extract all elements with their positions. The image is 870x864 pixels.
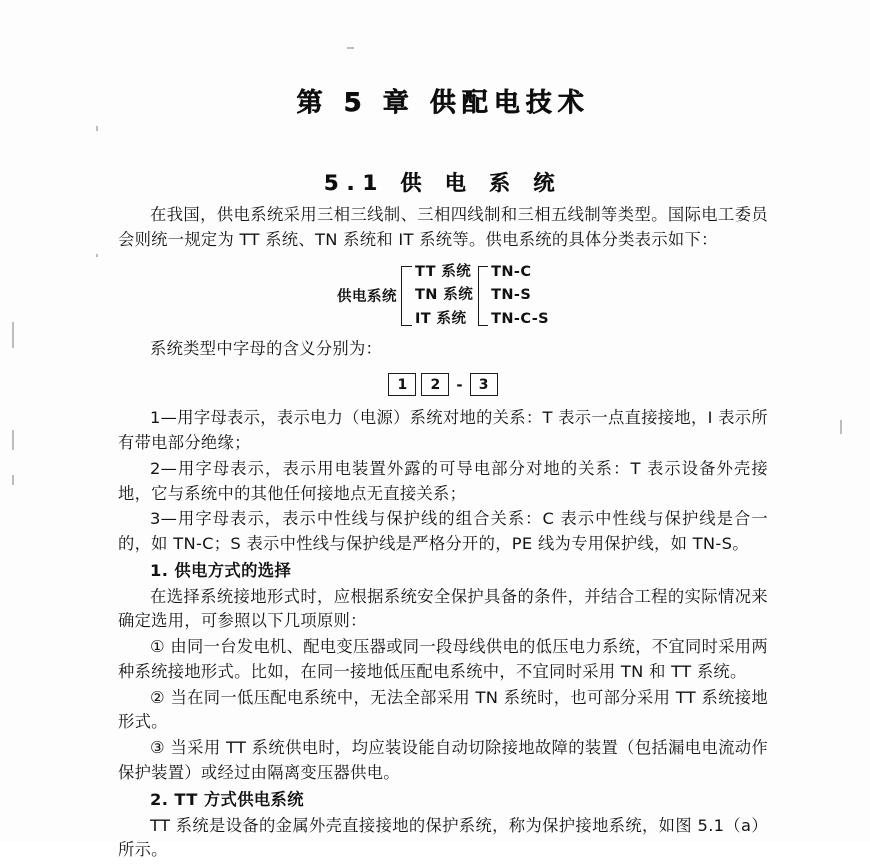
chapter-title: 第 5 章 供配电技术: [296, 88, 590, 118]
subsection-1-heading: 1. 供电方式的选择: [150, 560, 292, 580]
tree-level1-item: TT 系统: [415, 263, 472, 280]
page-content: [118, 60, 768, 864]
paragraph-sub1-intro: 在选择系统接地形式时，应根据系统安全保护具备的条件，并结合工程的实际情况来确定选用，可参照以下几项原则：: [118, 586, 768, 631]
scan-speckle: [12, 322, 14, 348]
tree-level1-column: [415, 265, 473, 327]
paragraph-sub1-item-2: ② 当在同一低压配电系统中，无法全部采用 TN 系统时，也可部分采用 TT 系统接地形式。: [118, 687, 768, 732]
tree-level2-item: TN-C: [491, 263, 532, 280]
paragraph-letter-3: 3—用字母表示，表示中性线与保护线的组合关系：C 表示中性线与保护线是合一的，如 TN-C；S 表示中性线与保护线是严格分开的，PE 线为专用保护线，如 TN-S。: [118, 509, 768, 554]
scan-speckle: [840, 420, 842, 434]
classification-tree: [118, 265, 768, 327]
code-box-second: 2: [421, 373, 449, 396]
tree-level2-item: TN-C-S: [491, 311, 549, 328]
tree-brace-left: [401, 266, 412, 326]
paragraph-sub2-intro: TT 系统是设备的金属外壳直接接地的保护系统，称为保护接地系统，如图 5.1（a）所示。: [118, 815, 768, 860]
paragraph-letter-1: 1—用字母表示，表示电力（电源）系统对地的关系：T 表示一点直接接地，I 表示所有带电部分绝缘；: [118, 408, 768, 453]
tree-level2-item: TN-S: [491, 287, 532, 304]
paragraph-sub1-item-1: ① 由同一台发电机、配电变压器或同一段母线供电的低压电力系统，不宜同时采用两种系统接地形式。比如，在同一接地低压配电系统中，不宜同时采用 TN 和 TT 系统。: [118, 637, 768, 681]
scan-speckle: [96, 254, 98, 257]
scan-speckle: [347, 47, 354, 49]
paragraph-letter-meaning-intro: 系统类型中字母的含义分别为：: [150, 338, 383, 358]
section-title: 5.1 供 电 系 统: [323, 171, 563, 195]
tree-level2-column: [491, 265, 549, 327]
paragraph-sub1-item-3: ③ 当采用 TT 系统供电时，均应装设能自动切除接地故障的装置（包括漏电电流动作保护装置）或经过由隔离变压器供电。: [118, 738, 768, 783]
tree-level1-item: TN 系统: [415, 287, 474, 304]
scan-speckle: [96, 126, 98, 131]
scan-speckle: [12, 430, 14, 450]
tree-root-label: 供电系统: [337, 289, 398, 306]
code-box-row: [118, 373, 768, 396]
tree-brace-right: [478, 266, 488, 326]
subsection-2-heading: 2. TT 方式供电系统: [150, 789, 304, 809]
paragraph-letter-2: 2—用字母表示，表示用电装置外露的可导电部分对地的关系：T 表示设备外壳接地，它与系统中的其他任何接地点无直接关系；: [118, 458, 768, 503]
paragraph-intro: 在我国，供电系统采用三相三线制、三相四线制和三相五线制等类型。国际电工委员会则统一规定为 TT 系统、TN 系统和 IT 系统等。供电系统的具体分类表示如下：: [118, 205, 768, 249]
scan-speckle: [12, 475, 14, 485]
code-box-dash: -: [456, 375, 463, 394]
code-box-first: 1: [388, 373, 416, 396]
code-box-third: 3: [470, 373, 498, 396]
tree-level1-item: IT 系统: [415, 311, 467, 328]
